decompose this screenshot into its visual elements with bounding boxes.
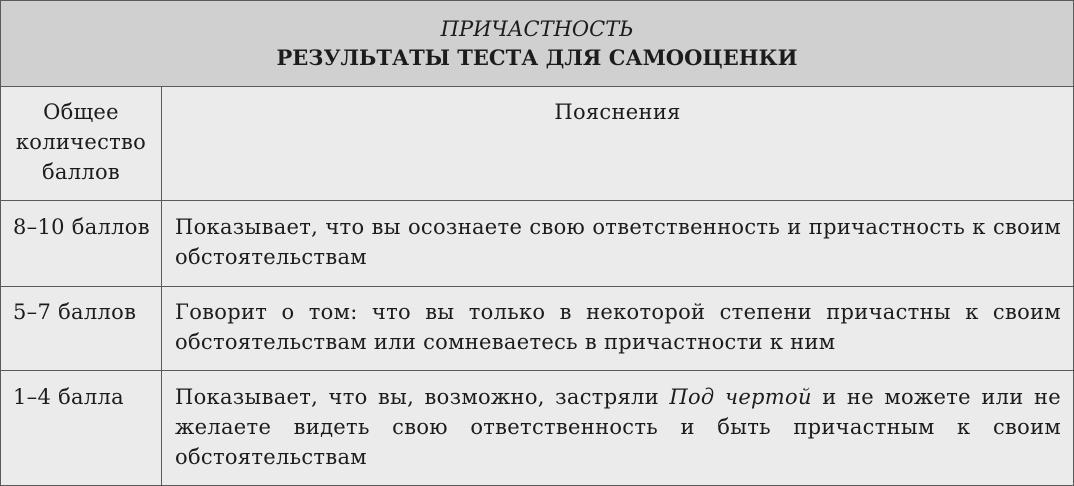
row-explanation	[175, 382, 1061, 472]
table-title: РЕЗУЛЬТАТЫ ТЕСТА ДЛЯ САМООЦЕНКИ	[276, 45, 798, 70]
column-header-explanation: Пояснения	[554, 100, 681, 124]
explanation-text: Показывает, что вы, возможно, застряли	[175, 385, 670, 409]
table-subtitle: ПРИЧАСТНОСТЬ	[440, 17, 634, 41]
row-score: 1–4 балла	[13, 385, 124, 409]
row-explanation: Говорит о том: что вы только в некоторой степени причастны к своим обстоятельствам или сомневаетесь в причастности к ним	[175, 300, 1061, 354]
explanation-text: и не можете или не желаете видеть свою ответственность и быть причастным к своим обстоятельствам	[175, 385, 1061, 469]
row-score: 8–10 баллов	[13, 215, 150, 239]
explanation-emphasis: Под чертой	[669, 385, 812, 409]
table-header	[1, 1, 1073, 87]
row-divider	[1, 200, 1073, 201]
column-header-score: Общее количество баллов	[15, 100, 147, 184]
row-explanation: Показывает, что вы осознаете свою ответственность и причастность к своим обстоятельствам	[175, 215, 1061, 269]
row-divider	[1, 370, 1073, 371]
row-score: 5–7 баллов	[13, 300, 137, 324]
row-divider	[1, 286, 1073, 287]
